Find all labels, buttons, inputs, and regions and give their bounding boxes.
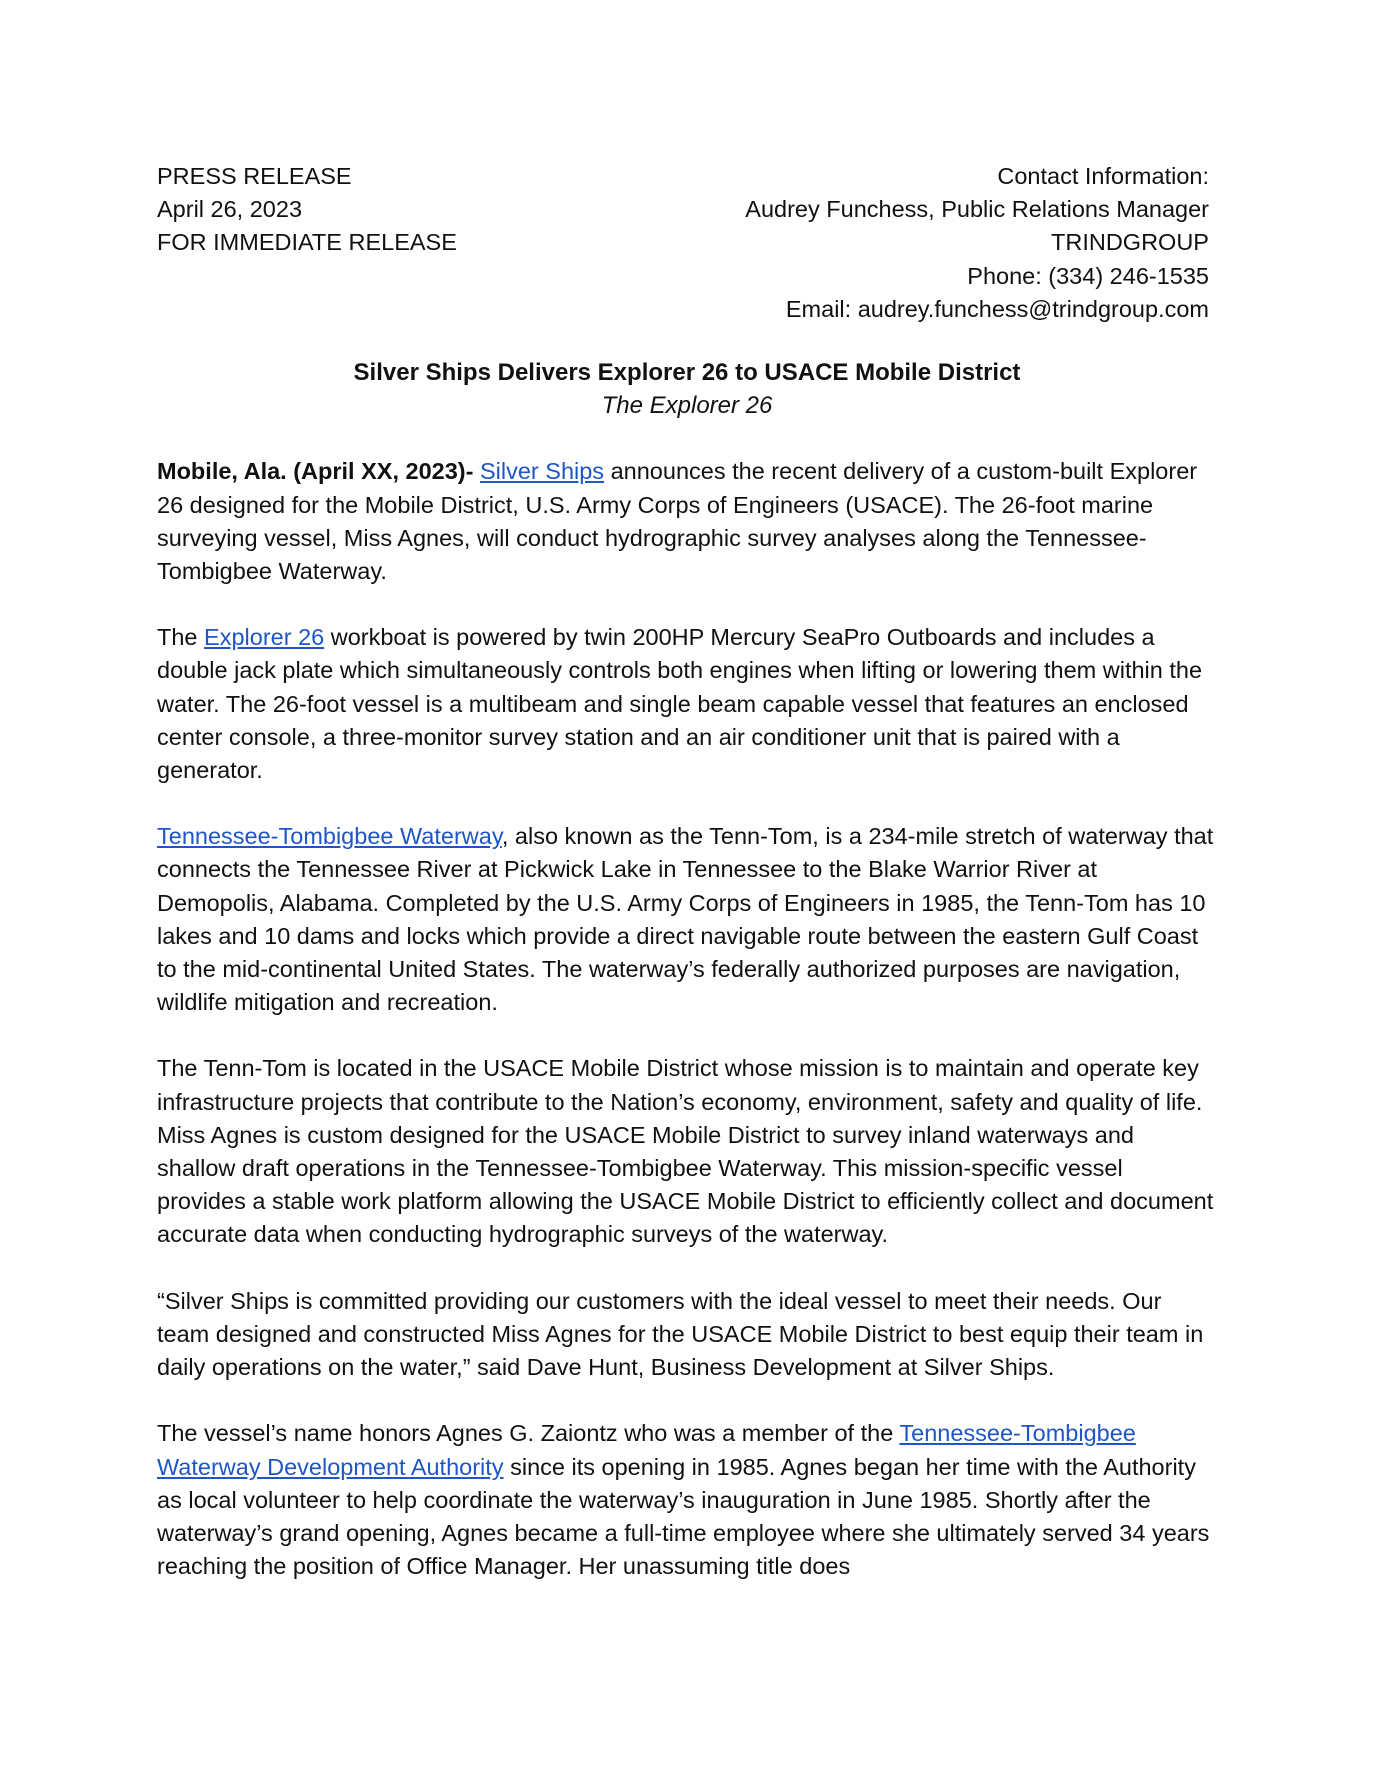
release-date: April 26, 2023 — [157, 196, 303, 223]
page-title: Silver Ships Delivers Explorer 26 to USACE Mobile District — [353, 359, 1021, 387]
paragraph-workboat-text: workboat is powered by twin 200HP Mercury SeaPro Outboards and includes a double jack plate which simultaneously controls both engines when lifting or lowering them within the water. The 26-foot vessel is a multibeam and single beam capable vessel that features an enclosed center console, a three-monitor survey station and an air conditioner unit that is paired with a generator. — [157, 624, 1203, 784]
paragraph-namesake-pre: The vessel’s name honors Agnes G. Zaiontz who was a member of the — [157, 1420, 894, 1447]
contact-company: TRINDGROUP — [1051, 229, 1209, 256]
contact-name: Audrey Funchess, Public Relations Manager — [745, 196, 1209, 223]
paragraph-namesake-text: since its opening in 1985. Agnes began her time with the Authority as local volunteer to help coordinate the waterway’s inauguration in June 1985. Shortly after the waterway’s grand opening, Agnes became a full-time employee where she ultimately served 34 years reaching the position of Office Manager. Her unassuming title does — [157, 1453, 1210, 1580]
paragraph-quote: “Silver Ships is committed providing our customers with the ideal vessel to meet their needs. Our team designed and constructed Miss Agnes for the USACE Mobile District to best equip their team in daily operations on the water,” said Dave Hunt, Business Development at Silver Ships. — [157, 1287, 1204, 1381]
contact-info — [745, 160, 1217, 326]
paragraph-intro-text: announces the recent delivery of a custom-built Explorer 26 designed for the Mobile District, U.S. Army Corps of Engineers (USACE). The 26-foot marine surveying vessel, Miss Agnes, will conduct hydrographic survey analyses along the Tennessee-Tombigbee Waterway. — [157, 458, 1198, 585]
waterway-link[interactable]: Tennessee-Tombigbee Waterway — [157, 823, 502, 850]
contact-email: Email: audrey.funchess@trindgroup.com — [785, 295, 1209, 322]
release-type: PRESS RELEASE — [157, 163, 352, 189]
contact-phone: Phone: (334) 246-1535 — [967, 262, 1209, 289]
release-info — [157, 160, 457, 260]
title-block — [157, 356, 1217, 422]
paragraph-intro — [157, 455, 1217, 588]
release-header — [157, 160, 1217, 326]
paragraph-mission: The Tenn-Tom is located in the USACE Mobile District whose mission is to maintain and operate key infrastructure projects that contribute to the Nation’s economy, environment, safety and quality of life. Miss Agnes is custom designed for the USACE Mobile District to survey inland waterways and shallow draft operations in the Tennessee-Tombigbee Waterway. This mission-specific vessel provides a stable work platform allowing the USACE Mobile District to efficiently collect and document accurate data when conducting hydrographic surveys of the waterway. — [157, 1055, 1214, 1248]
paragraph-namesake — [157, 1417, 1217, 1583]
page-subtitle: The Explorer 26 — [601, 392, 773, 420]
contact-heading: Contact Information: — [997, 163, 1209, 189]
press-release-page — [157, 160, 1217, 1616]
release-timing: FOR IMMEDIATE RELEASE — [157, 229, 457, 256]
explorer-26-link[interactable]: Explorer 26 — [204, 624, 325, 651]
paragraph-workboat-pre: The — [157, 624, 198, 651]
silver-ships-link[interactable]: Silver Ships — [479, 458, 605, 485]
paragraph-waterway — [157, 820, 1217, 1019]
paragraph-workboat — [157, 621, 1217, 787]
development-authority-link[interactable]: Tennessee-Tombigbee Waterway Development Authority — [157, 1420, 1136, 1480]
paragraph-waterway-text: , also known as the Tenn-Tom, is a 234-mile stretch of waterway that connects the Tennessee River at Pickwick Lake in Tennessee to the Blake Warrior River at Demopolis, Alabama. Completed by the U.S. Army Corps of Engineers in 1985, the Tenn-Tom has 10 lakes and 10 dams and locks which provide a direct navigable route between the eastern Gulf Coast to the mid-continental United States. The waterway’s federally authorized purposes are navigation, wildlife mitigation and recreation. — [157, 823, 1214, 1016]
dateline: Mobile, Ala. (April XX, 2023)- — [157, 458, 474, 485]
